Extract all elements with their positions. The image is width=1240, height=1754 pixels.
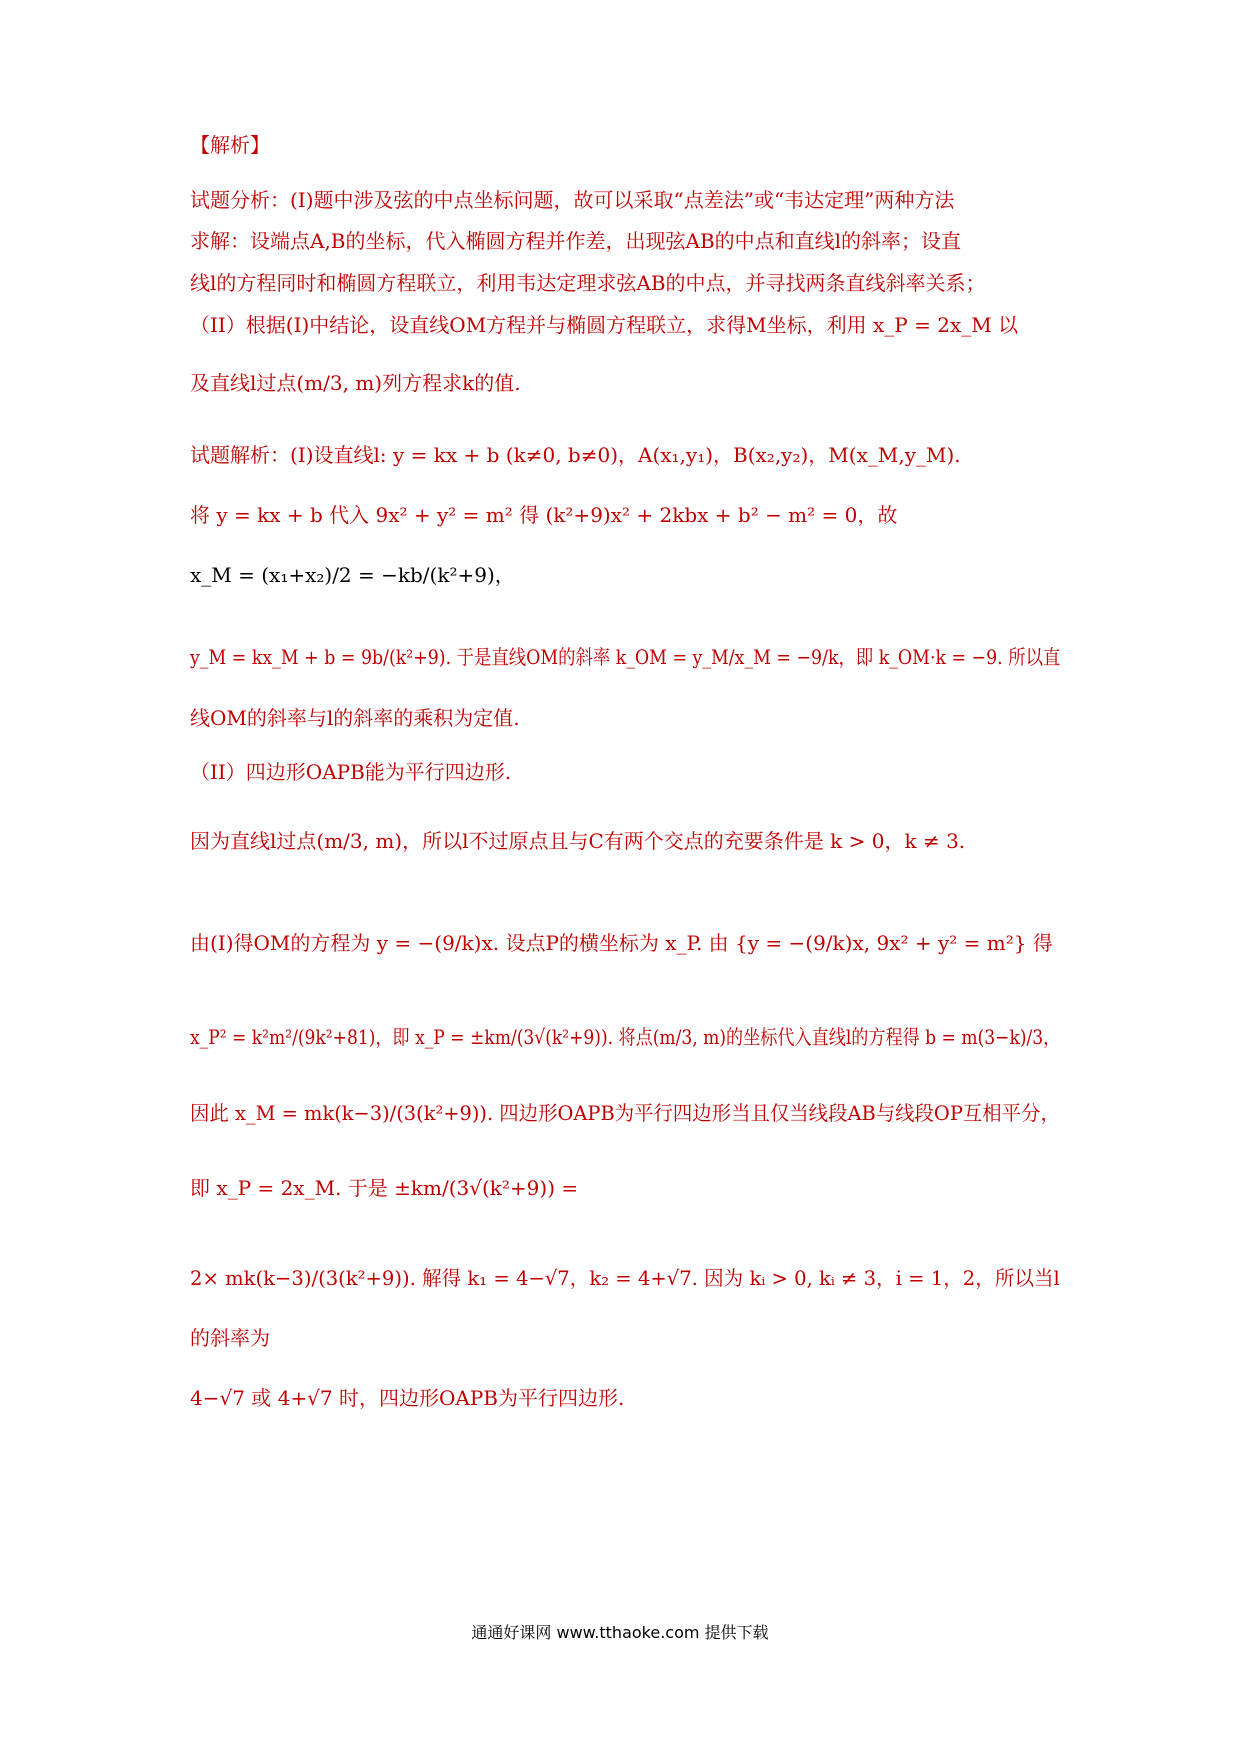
solution-line-6: （II）四边形OAPB能为平行四边形. (190, 760, 512, 784)
analysis-line-4: （II）根据(I)中结论，设直线OM方程并与椭圆方程联立，求得M坐标，利用 x_P = 2x_M 以 (190, 313, 1019, 337)
analysis-line-3: 线l的方程同时和椭圆方程联立，利用韦达定理求弦AB的中点，并寻找两条直线斜率关系； (190, 271, 986, 295)
solution-line-8: 由(I)得OM的方程为 y = −(9/k)x. 设点P的横坐标为 x_P. 由 {y = −(9/k)x, 9x² + y² = m²} 得 (190, 931, 1053, 955)
section-heading: 【解析】 (190, 133, 270, 157)
analysis-line-1: 试题分析：(I)题中涉及弦的中点坐标问题，故可以采取“点差法”或“韦达定理”两种方法 (190, 188, 955, 212)
solution-line-1: 试题解析：(I)设直线l: y = kx + b (k≠0, b≠0)，A(x₁,y₁)，B(x₂,y₂)，M(x_M,y_M). (190, 443, 961, 467)
analysis-line-2: 求解：设端点A,B的坐标，代入椭圆方程并作差，出现弦AB的中点和直线l的斜率；设直 (190, 229, 962, 253)
solution-line-7: 因为直线l过点(m/3, m)，所以l不过原点且与C有两个交点的充要条件是 k > 0，k ≠ 3. (190, 829, 966, 853)
analysis-line-5: 及直线l过点(m/3, m)列方程求k的值. (190, 371, 521, 395)
solution-line-12: 2× mk(k−3)/(3(k²+9)). 解得 k₁ = 4−√7，k₂ = 4+√7. 因为 kᵢ > 0, kᵢ ≠ 3，i = 1，2，所以当l (190, 1266, 1060, 1290)
solution-line-13: 的斜率为 (190, 1326, 270, 1350)
solution-line-3: x_M = (x₁+x₂)/2 = −kb/(k²+9)， (190, 563, 515, 587)
solution-line-2: 将 y = kx + b 代入 9x² + y² = m² 得 (k²+9)x² + 2kbx + b² − m² = 0，故 (190, 503, 898, 527)
solution-line-14: 4−√7 或 4+√7 时，四边形OAPB为平行四边形. (190, 1386, 625, 1410)
page-footer: 通通好课网 www.tthaoke.com 提供下载 (471, 1623, 769, 1642)
solution-line-9: x_P² = k²m²/(9k²+81)，即 x_P = ±km/(3√(k²+9)). 将点(m/3, m)的坐标代入直线l的方程得 b = m(3−k)/3， (190, 1025, 1061, 1049)
solution-line-5: 线OM的斜率与l的斜率的乘积为定值. (190, 706, 520, 730)
solution-line-11: 即 x_P = 2x_M. 于是 ±km/(3√(k²+9)) = (190, 1176, 579, 1200)
solution-line-4: y_M = kx_M + b = 9b/(k²+9). 于是直线OM的斜率 k_OM = y_M/x_M = −9/k，即 k_OM·k = −9. 所以直 (190, 645, 1061, 669)
solution-line-10: 因此 x_M = mk(k−3)/(3(k²+9)). 四边形OAPB为平行四边形当且仅当线段AB与线段OP互相平分， (190, 1101, 1060, 1125)
